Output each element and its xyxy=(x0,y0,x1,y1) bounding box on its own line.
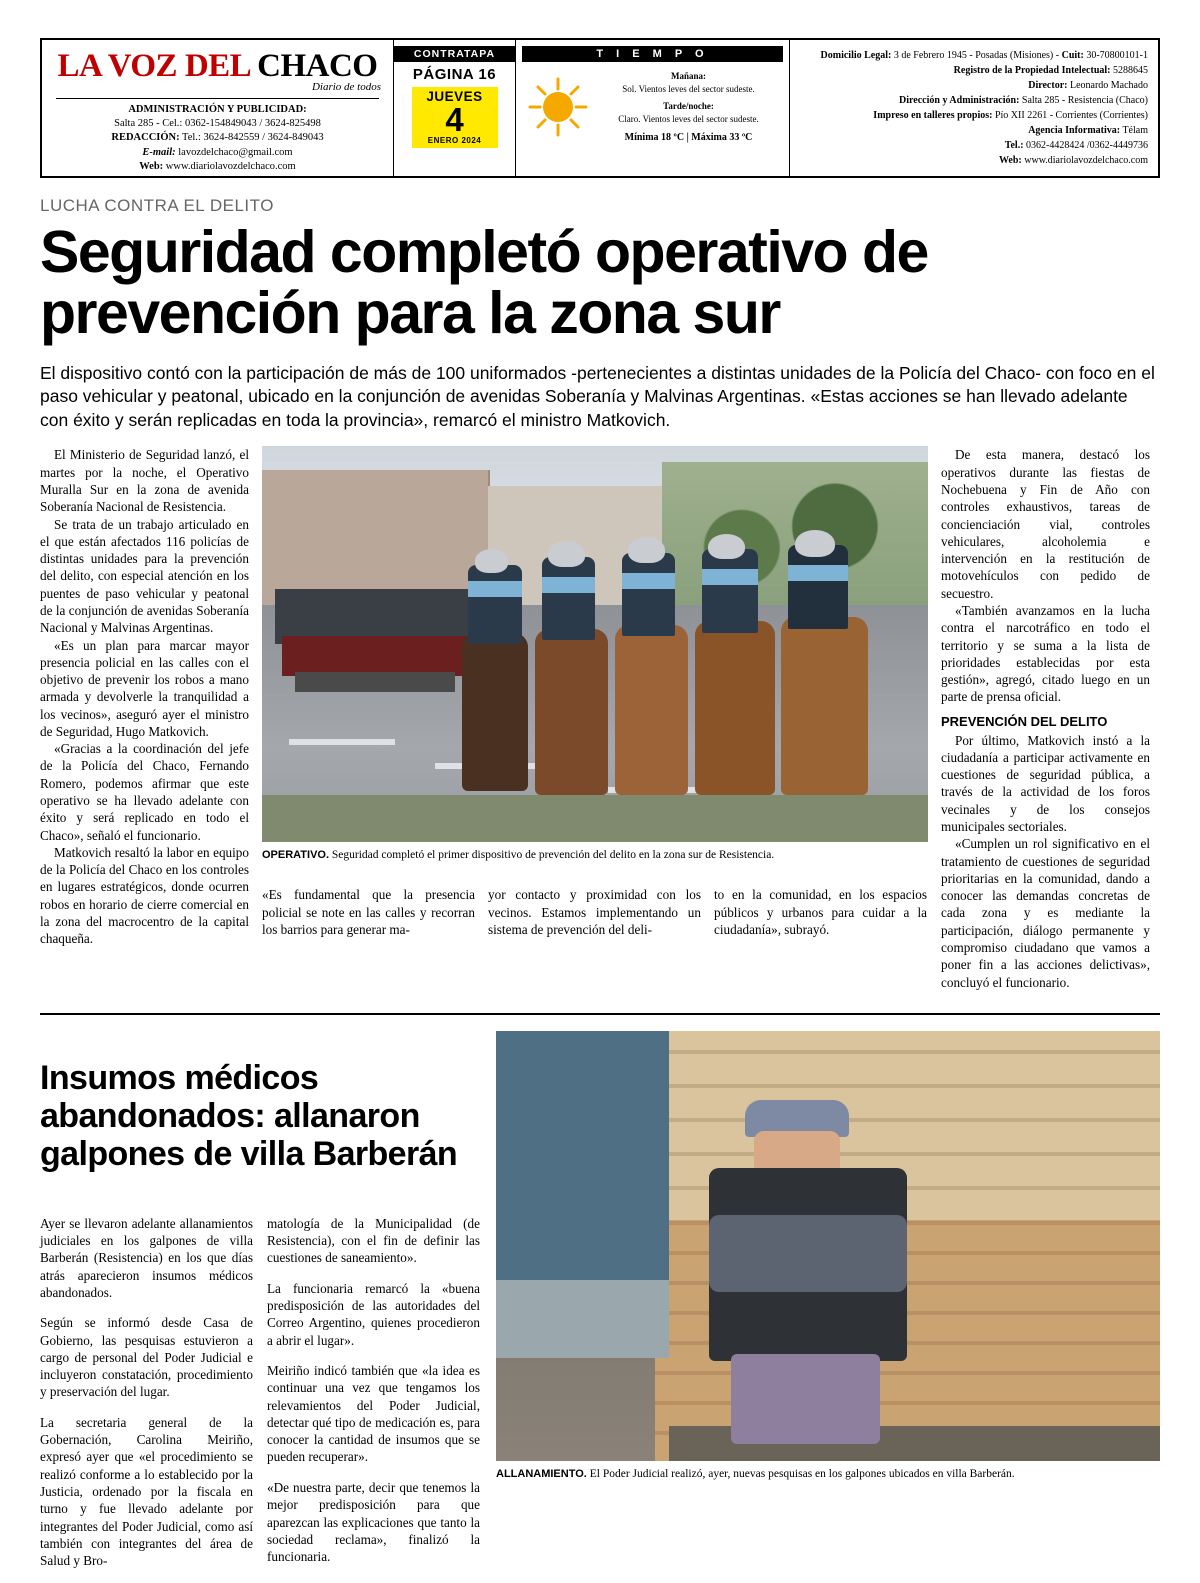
paragraph: «Gracias a la coordinación del jefe de la Policía del Chaco, Fernando Romero, podemos afirmar que este operativo se ha llevado adelante con éxito y será replicado en todo el Chaco», señaló el funcionario. xyxy=(40,741,249,843)
legal-label-6: Agencia Informativa: xyxy=(1028,125,1121,136)
paragraph: Se trata de un trabajo articulado en el que están afectados 116 policías de distintas unidades para la prevención del delito, con especial atención en los puentes de paso vehicular y peatonal de la conjunción de avenidas Soberanía Nacional y Malvinas Argentinas. xyxy=(40,516,249,636)
legal-value-3: Leonardo Machado xyxy=(1069,80,1148,91)
contratapa-label: CONTRATAPA xyxy=(394,46,515,62)
caption-lead: ALLANAMIENTO. xyxy=(496,1467,587,1480)
logo-accent: CHACO xyxy=(257,48,378,84)
second-column-2 xyxy=(267,1202,480,1583)
paragraph: yor contacto y proximidad con los vecinos. Estamos implementando un sistema de prevención del deli- xyxy=(488,887,701,937)
evening-text: Claro. Vientos leves del sector sudeste. xyxy=(618,114,759,125)
newspaper-logo xyxy=(50,50,385,83)
weather-forecast xyxy=(594,68,783,146)
paragraph: Según se informó desde Casa de Gobierno, las pesquisas estuvieron a cargo de personal del Poder Judicial e incluyeron constatación, procedimiento y preservación del lugar. xyxy=(40,1315,253,1400)
legal-label-8: Web: xyxy=(998,155,1022,166)
legal-value-4: Salta 285 - Resistencia (Chaco) xyxy=(1021,95,1148,106)
legal-value-7: 0362-4428424 /0362-4449736 xyxy=(1026,140,1148,151)
redaccion-label: REDACCIÓN: xyxy=(111,132,180,144)
legal-value-1: 30-70800101-1 xyxy=(1086,50,1148,61)
legal-value-6: Télam xyxy=(1122,125,1148,136)
second-article xyxy=(40,1031,1160,1583)
second-photo xyxy=(496,1031,1160,1461)
paragraph: «Cumplen un rol significativo en el tratamiento de cuestiones de seguridad prioritarias en la comunidad, dando a conocer las demandas concretas de cada zona y es mediante la participación, diálogo permanente y compromiso ciudadano que vamos a poner fin a las acciones delictivas», concluyó el funcionario. xyxy=(941,836,1150,990)
web-value[interactable]: www.diariolavozdelchaco.com xyxy=(165,160,296,172)
masthead-identity xyxy=(42,40,394,176)
weather-block xyxy=(516,40,790,176)
paragraph: matología de la Municipalidad (de Resistencia), con el fin de definir las cuestiones de saneamiento». xyxy=(267,1215,480,1266)
admin-line: Salta 285 - Cel.: 0362-154849043 / 3624-825498 xyxy=(114,118,321,130)
email-label: E-mail: xyxy=(142,146,176,158)
second-photo-caption xyxy=(496,1467,1160,1482)
masthead xyxy=(40,38,1160,178)
lead-photo xyxy=(262,446,928,842)
legal-label-2: Registro de la Propiedad Intelectual: xyxy=(953,65,1111,76)
caption-lead: OPERATIVO. xyxy=(262,849,330,862)
paragraph: Por último, Matkovich instó a la ciudadanía a participar activamente en cuestiones de seguridad pública, a través de la actividad de los foros vecinales y de los consejos municipales sectoriales. xyxy=(941,732,1150,835)
paragraph: to en la comunidad, en los espacios públicos y urbanos para cuidar a la ciudadanía», subrayó. xyxy=(714,887,927,937)
edition-block xyxy=(394,40,516,176)
paragraph: «Es fundamental que la presencia policial se note en las calles y recorran los barrios para generar ma- xyxy=(262,887,475,937)
lead-center-column-2 xyxy=(488,873,701,951)
morning-text: Sol. Vientos leves del sector sudeste. xyxy=(622,84,755,95)
story-kicker: LUCHA CONTRA EL DELITO xyxy=(40,196,274,215)
legal-label-7: Tel.: xyxy=(1004,140,1024,151)
day-number: 4 xyxy=(445,101,464,138)
paragraph: «También avanzamos en la lucha contra el narcotráfico en todo el territorio y se suma a la lista de prioridades establecidas por esta gestión», agregó, citado luego en un parte de prensa oficial. xyxy=(941,602,1150,705)
admin-title: ADMINISTRACIÓN Y PUBLICIDAD: xyxy=(128,104,307,115)
masthead-rule xyxy=(56,98,379,99)
lead-center-column-1 xyxy=(262,873,475,951)
page-title: Seguridad completó operativo de prevención para la zona sur xyxy=(40,219,928,346)
second-column-1 xyxy=(40,1202,253,1583)
weather-title: T I E M P O xyxy=(522,46,783,62)
lead-column-left xyxy=(40,446,249,990)
weekday-label: JUEVES xyxy=(426,89,483,104)
paragraph: La funcionaria remarcó la «buena predisposición de las autoridades del Correo Argentino, quienes procedieron a abrir el lugar». xyxy=(267,1280,480,1348)
month-year: ENERO 2024 xyxy=(427,136,482,146)
officer-figure xyxy=(695,1100,921,1444)
email-value[interactable]: lavozdelchaco@gmail.com xyxy=(178,146,293,158)
paragraph: La secretaria general de la Gobernación, Carolina Meiriño, expresó ayer que «el procedimiento se realizó conforme a lo establecido por la Justicia, ordenado por la fiscala en turno y fue llevado adelante por integrantes del Poder Judicial, como así también con integrantes del área de Salud y Bro- xyxy=(40,1414,253,1569)
logo-tagline: Diario de todos xyxy=(311,81,381,93)
section-subhead: PREVENCIÓN DEL DELITO xyxy=(941,713,1108,729)
legal-label-0: Domicilio Legal: xyxy=(820,50,892,61)
paragraph: Matkovich resaltó la labor en equipo de la Policía del Chaco en los controles en lugares estratégicos, donde ocurren robos en horario de cierre comercial en la zona del macrocentro de la capital chaqueña. xyxy=(40,844,249,947)
legal-label-1: Cuit: xyxy=(1061,50,1084,61)
paragraph: Ayer se llevaron adelante allanamientos judiciales en los galpones de villa Barberán (Resistencia) en los que días atrás aparecieron insumos médicos abandonados. xyxy=(40,1215,253,1300)
masthead-contact xyxy=(50,103,385,174)
legal-label-5: Impreso en talleres propios: xyxy=(873,110,993,121)
lead-photo-caption xyxy=(262,848,928,863)
legal-value-8[interactable]: www.diariolavozdelchaco.com xyxy=(1024,155,1148,166)
section-divider xyxy=(40,1013,1160,1015)
lead-center-block xyxy=(262,446,928,990)
evening-label: Tarde/noche: xyxy=(663,101,714,112)
legal-value-2: 5288645 xyxy=(1113,65,1148,76)
caption-text: Seguridad completó el primer dispositivo de prevención del delito en la zona sur de Resistencia. xyxy=(331,849,775,862)
story-standfirst: El dispositivo contó con la participación de más de 100 uniformados -pertenecientes a distintas unidades de la Policía del Chaco- con foco en el paso vehicular y peatonal, ubicado en la conjunción de avenidas Soberanía y Malvinas Argentinas. «Estas acciones se han llevado adelante con éxito y serán replicadas en toda la provincia», remarcó el ministro Matkovich. xyxy=(40,362,1155,430)
lead-column-right xyxy=(941,446,1150,990)
paragraph: «De nuestra parte, decir que tenemos la mejor predisposición para que aparezcan las explicaciones que tanto la sociedad reclama», finalizó la funcionaria. xyxy=(267,1479,480,1565)
legal-value-0: 3 de Febrero 1945 - Posadas (Misiones) - xyxy=(893,50,1062,61)
paragraph: Meiriño indicó también que «la idea es continuar una vez que tengamos los relevamientos del Poder Judicial, detectar qué tipo de medicación es, para conocer la cantidad de insumos que se pueden recuperar». xyxy=(267,1363,480,1465)
legal-block xyxy=(790,40,1158,176)
paragraph: De esta manera, destacó los operativos durante las fiestas de Nochebuena y Fin de Año con controles exhaustivos, tareas de concienciación vial, controles vehiculares, alcoholemia e intervención en la restitución de motovehículos con pedido de secuestro. xyxy=(941,447,1150,601)
caption-text: El Poder Judicial realizó, ayer, nuevas pesquisas en los galpones ubicados en villa Barberán. xyxy=(589,1467,1015,1480)
lead-center-column-3 xyxy=(714,873,927,951)
morning-label: Mañana: xyxy=(670,71,706,81)
date-box xyxy=(412,87,498,148)
newspaper-page xyxy=(0,38,1200,1569)
web-label: Web: xyxy=(139,160,164,172)
legal-label-4: Dirección y Administración: xyxy=(899,95,1020,106)
page-number-label: PÁGINA 16 xyxy=(412,66,497,83)
paragraph: «Es un plan para marcar mayor presencia policial en las calles con el objetivo de prevenir los robos a mano armada y devolverle la tranquilidad a los vecinos», aseguró ayer el ministro de Seguridad, Hugo Matkovich. xyxy=(40,637,249,739)
sun-icon xyxy=(522,68,594,146)
legal-value-5: Pío XII 2261 - Corrientes (Corrientes) xyxy=(994,110,1148,121)
temperature-range: Mínima 18 ºC | Máxima 33 ºC xyxy=(624,132,753,144)
lead-article-grid xyxy=(40,446,1160,990)
redaccion-line: Tel.: 3624-842559 / 3624-849043 xyxy=(182,132,324,144)
second-article-title: Insumos médicos abandonados: allanaron galpones de villa Barberán xyxy=(40,1059,458,1174)
paragraph: El Ministerio de Seguridad lanzó, el martes por la noche, el Operativo Muralla Sur en la zona de avenida Soberanía Nacional de Resistencia. xyxy=(40,447,249,515)
logo-main: LA VOZ DEL xyxy=(57,48,250,84)
legal-label-3: Director: xyxy=(1028,80,1068,91)
